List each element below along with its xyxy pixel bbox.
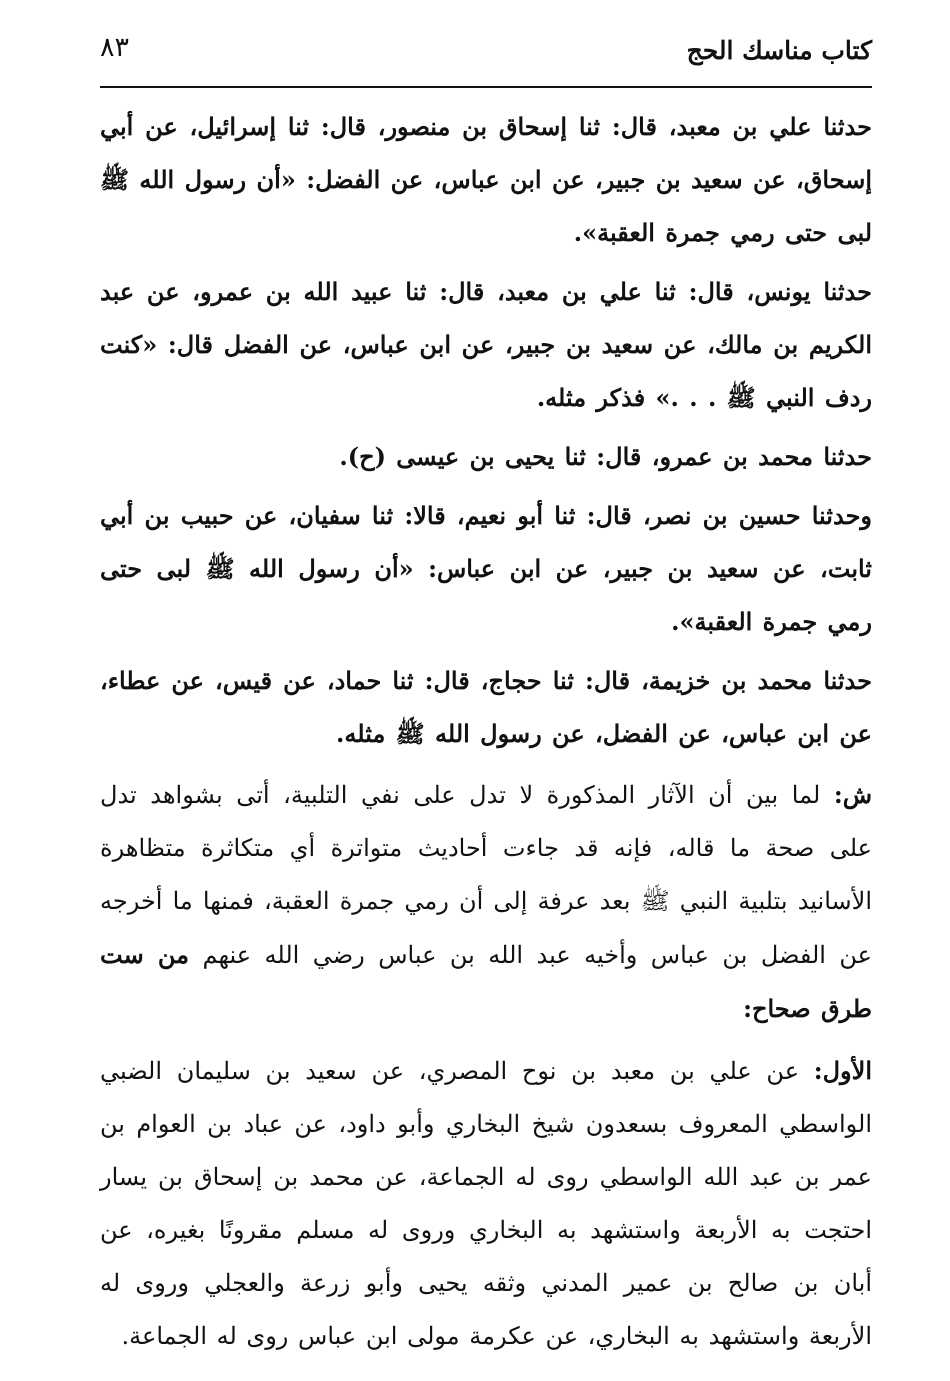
hadith-paragraph-5: حدثنا محمد بن خزيمة، قال: ثنا حجاج، قال: ثنا حماد، عن قيس، عن عطاء، عن ابن عباس، عن الفضل، عن رسول الله ﷺ مثله. — [100, 666, 872, 748]
hadith-paragraph-3: حدثنا محمد بن عمرو، قال: ثنا يحيى بن عيسى (ح). — [339, 442, 872, 471]
page-number: ٨٣ — [100, 32, 130, 63]
commentary-text: لما بين أن الآثار المذكورة لا تدل على نفي التلبية، أتى بشواهد تدل على صحة ما قاله، فإنه قد جاءت أحاديث متواترة أي متكاثرة متظاهرة الأسانيد بتلبية النبي ﷺ بعد عرفة إلى أن رمي جمرة العقبة، فمنها ما أخرجه عن الفضل بن عباس وأخيه عبد الله بن عباس رضي الله عنهم — [100, 781, 872, 969]
hadith-paragraph-4: وحدثنا حسين بن نصر، قال: ثنا أبو نعيم، قالا: ثنا سفيان، عن حبيب بن أبي ثابت، عن سعيد بن جبير، عن ابن عباس: «أن رسول الله ﷺ لبى حتى رمي جمرة العقبة». — [100, 501, 872, 636]
header-divider — [100, 86, 872, 88]
commentary-paragraph — [100, 768, 872, 1036]
hadith-paragraph-1: حدثنا علي بن معبد، قال: ثنا إسحاق بن منصور، قال: ثنا إسرائيل، عن أبي إسحاق، عن سعيد بن جبير، عن ابن عباس، عن الفضل: «أن رسول الله ﷺ لبى حتى رمي جمرة العقبة». — [100, 112, 872, 247]
first-chain-paragraph — [100, 1044, 872, 1363]
page-body — [100, 100, 872, 1363]
hadith-paragraph-2: حدثنا يونس، قال: ثنا علي بن معبد، قال: ثنا عبيد الله بن عمرو، عن عبد الكريم بن مالك، عن سعيد بن جبير، عن ابن عباس، عن الفضل قال: «كنت ردف النبي ﷺ . . .» فذكر مثله. — [100, 277, 872, 412]
first-chain-text: عن علي بن معبد بن نوح المصري، عن سعيد بن سليمان الضبي الواسطي المعروف بسعدون شيخ البخاري وأبو داود، عن عباد بن العوام بن عمر بن عبد الله الواسطي روى له الجماعة، عن محمد بن إسحاق بن يسار احتجت به الأربعة واستشهد به البخاري وروى له مسلم مقرونًا بغيره، عن أبان بن صالح بن عمير المدني وثقه يحيى وأبو زرعة والعجلي وروى له الأربعة واستشهد به البخاري، عن عكرمة مولى ابن عباس روى له الجماعة. — [100, 1057, 872, 1350]
commentary-label: ش: — [833, 780, 872, 809]
commentary-emphasis: من ست طرق صحاح: — [100, 940, 872, 1023]
page-header — [100, 28, 872, 88]
first-chain-label: الأول: — [813, 1056, 872, 1085]
running-title: كتاب مناسك الحج — [686, 36, 872, 65]
